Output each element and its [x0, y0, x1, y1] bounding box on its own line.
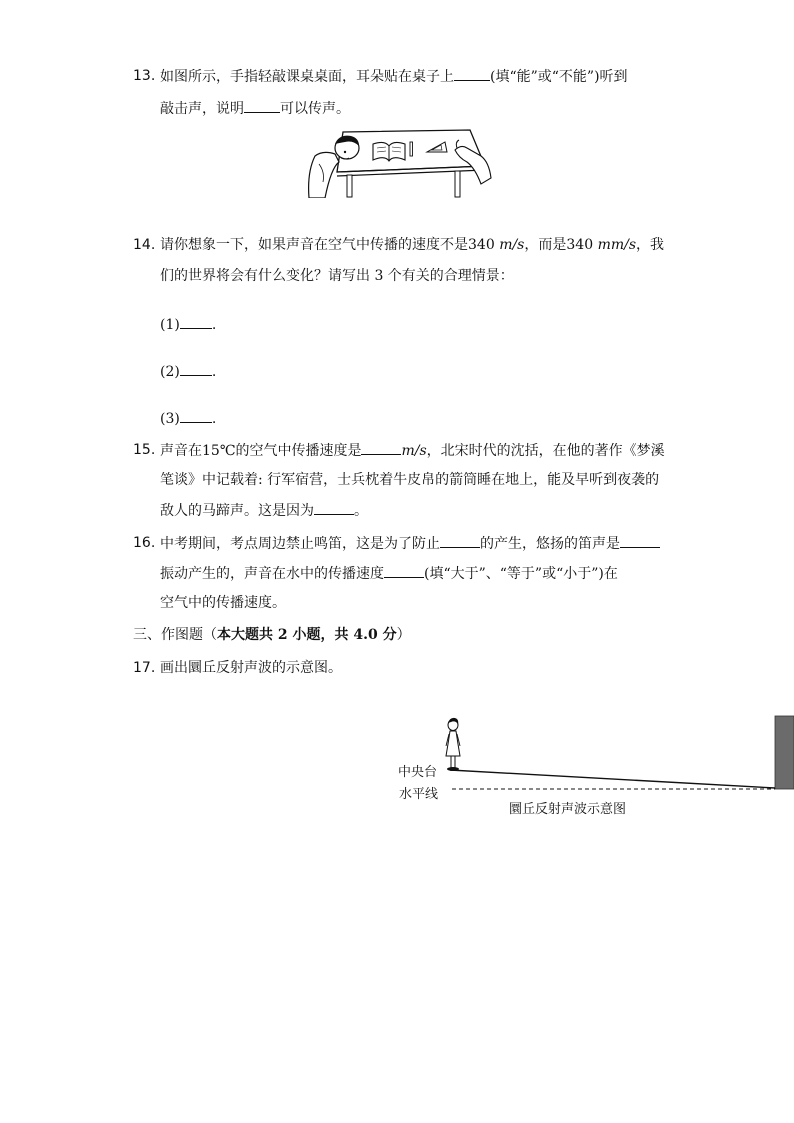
q15-blank-2[interactable] — [314, 500, 354, 515]
q14-text-b: ，而是 — [524, 237, 567, 253]
q15-text-b: ，北宋时代的沈括，在他的著作《梦溪 — [426, 443, 665, 459]
q13-blank-2[interactable] — [244, 98, 280, 113]
question-15-line-1 — [160, 440, 665, 461]
section-3-heading — [133, 625, 411, 645]
q16-blank-3[interactable] — [384, 563, 424, 578]
question-16-line-3: 空气中的传播速度。 — [160, 595, 286, 611]
section-3-title-b: 本大题共 2 小题，共 4.0 分 — [217, 627, 397, 643]
q14-blank-1[interactable] — [180, 314, 212, 329]
q14-blank-3[interactable] — [180, 408, 212, 423]
question-16-line-1 — [160, 533, 660, 554]
section-3-title-c: ） — [396, 627, 411, 643]
section-3-title-a: 三、作图题（ — [133, 627, 217, 643]
q14-answer-2 — [160, 361, 216, 382]
q14-unit-1: m/s — [499, 237, 525, 253]
q15-text-c: 敌人的马蹄声。这是因为 — [160, 503, 314, 519]
q14-value-2: 340 — [566, 237, 594, 253]
q14-answer-1 — [160, 314, 216, 335]
horizontal-line-label: 水平线 — [399, 787, 439, 802]
q14-option-2-label: (2) — [160, 364, 180, 380]
person-figure — [446, 718, 460, 771]
q15-blank-1[interactable] — [361, 440, 401, 455]
q16-blank-1[interactable] — [440, 533, 480, 548]
question-13-line-2 — [160, 98, 350, 119]
q14-unit-2: mm/s — [597, 237, 637, 253]
q14-dot-1: . — [211, 317, 217, 333]
q14-dot-2: . — [211, 364, 217, 380]
q15-text-d: 。 — [354, 503, 368, 519]
question-15-line-3 — [160, 500, 368, 521]
q14-text-a: 请你想象一下，如果声音在空气中传播的速度不是 — [160, 237, 468, 253]
q13-text-b: (填“能”或“不能”)听到 — [490, 69, 628, 85]
q14-answer-3 — [160, 408, 216, 429]
q14-option-1-label: (1) — [160, 317, 180, 333]
q13-text-a: 如图所示，手指轻敲课桌桌面，耳朵贴在桌子上 — [160, 69, 454, 85]
q14-option-3-label: (3) — [160, 411, 180, 427]
q16-text-b: 的产生，悠扬的笛声是 — [480, 536, 620, 552]
desk-ear-figure — [305, 122, 495, 198]
q13-blank-1[interactable] — [454, 66, 490, 81]
question-17-number: 17. — [133, 660, 156, 676]
reflection-diagram — [440, 712, 794, 792]
q15-unit: m/s — [401, 443, 427, 459]
question-14-number: 14. — [133, 237, 156, 253]
question-17-text: 画出圜丘反射声波的示意图。 — [160, 660, 342, 676]
q13-text-d: 可以传声。 — [280, 101, 350, 117]
q14-text-c: ，我 — [636, 237, 665, 253]
wall-block — [775, 716, 794, 789]
question-13-line-1 — [160, 66, 628, 87]
question-15-line-2: 笔谈》中记载着: 行军宿营，士兵枕着牛皮帛的箭筒睡在地上，能及早听到夜袭的 — [160, 472, 660, 488]
q16-blank-2[interactable] — [620, 533, 660, 548]
question-14-line-2: 们的世界将会有什么变化？请写出 3 个有关的合理情景： — [160, 268, 514, 284]
question-16-number: 16. — [133, 535, 156, 551]
question-15-number: 15. — [133, 442, 156, 458]
slope-line — [450, 770, 775, 788]
diagram-caption: 圜丘反射声波示意图 — [509, 802, 627, 817]
question-13-number: 13. — [133, 68, 156, 84]
q16-text-c: 振动产生的，声音在水中的传播速度 — [160, 566, 384, 582]
q16-text-a: 中考期间，考点周边禁止鸣笛，这是为了防止 — [160, 536, 440, 552]
q13-text-c: 敲击声，说明 — [160, 101, 244, 117]
q16-text-d: (填“大于”、“等于”或“小于”)在 — [424, 566, 618, 582]
question-14-line-1 — [160, 235, 664, 255]
question-16-line-2 — [160, 563, 618, 584]
q14-blank-2[interactable] — [180, 361, 212, 376]
q15-text-a: 声音在15℃的空气中传播速度是 — [160, 443, 362, 459]
platform-label: 中央台 — [398, 765, 438, 780]
q14-dot-3: . — [211, 411, 217, 427]
q14-value-1: 340 — [468, 237, 495, 253]
